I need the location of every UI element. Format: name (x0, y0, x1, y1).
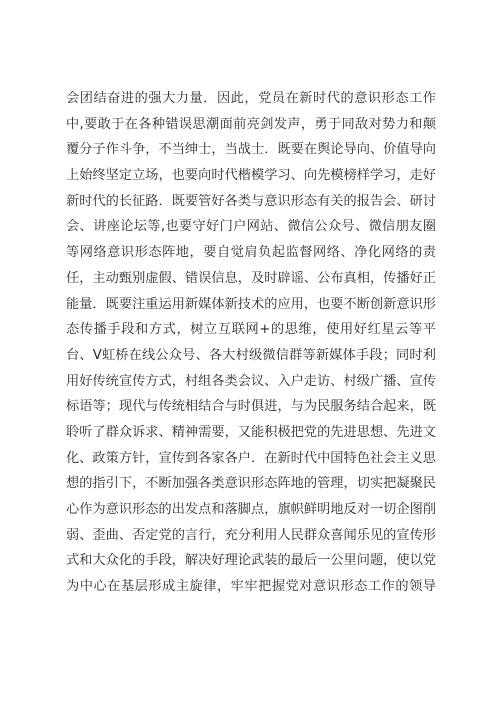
text-line-2: 中,要敢于在各种错误思潮面前亮剑发声，勇于同敌对势力和颠 (66, 116, 436, 132)
text-line-19: 式和大众化的手段，解决好理论武装的最后一公里问题，使以党 (66, 553, 436, 569)
text-line-16: 想的指引下，不断加强各类意识形态阵地的管理，切实把凝聚民 (66, 476, 436, 492)
text-line-13: 标语等；现代与传统相结合与时俱进，与为民服务结合起来，既 (66, 399, 436, 415)
text-line-11: 台、V虹桥在线公众号、各大村级微信群等新媒体手段；同时利 (66, 347, 436, 363)
body-text (66, 86, 436, 600)
text-line-6: 会、讲座论坛等,也要守好门户网站、微信公众号、微信朋友圈 (66, 219, 436, 235)
text-line-10: 态传播手段和方式，树立互联网+的思维，使用好红星云等平 (66, 322, 436, 338)
text-line-4: 上始终坚定立场，也要向时代楷模学习、向先模榜样学习，走好 (66, 168, 436, 184)
text-line-1: 会团结奋进的强大力量．因此，党员在新时代的意识形态工作 (66, 91, 436, 106)
text-line-7: 等网络意识形态阵地，要自觉肩负起监督网络、净化网络的责 (66, 245, 436, 261)
text-line-14: 聆听了群众诉求、精神需要，又能积极把党的先进思想、先进文 (66, 424, 436, 440)
text-line-15: 化、政策方针，宣传到各家各户．在新时代中国特色社会主义思 (66, 450, 436, 466)
text-line-8: 任，主动甄别虚假、错误信息，及时辟谣、公布真相，传播好正 (66, 270, 436, 286)
text-line-3: 覆分子作斗争，不当绅士，当战士．既要在舆论导向、价值导向 (66, 142, 436, 158)
text-line-17: 心作为意识形态的出发点和落脚点，旗帜鲜明地反对一切企图削 (66, 502, 436, 517)
text-line-18: 弱、歪曲、否定党的言行，充分利用人民群众喜闻乐见的宣传形 (66, 527, 436, 543)
text-line-5: 新时代的长征路．既要管好各类与意识形态有关的报告会、研讨 (66, 193, 436, 209)
text-line-12: 用好传统宣传方式，村组各类会议、入户走访、村级广播、宣传 (66, 373, 436, 389)
text-line-9: 能量．既要注重运用新媒体新技术的应用，也要不断创新意识形 (66, 296, 436, 312)
text-line-20: 为中心在基层形成主旋律，牢牢把握党对意识形态工作的领导 (66, 579, 436, 595)
